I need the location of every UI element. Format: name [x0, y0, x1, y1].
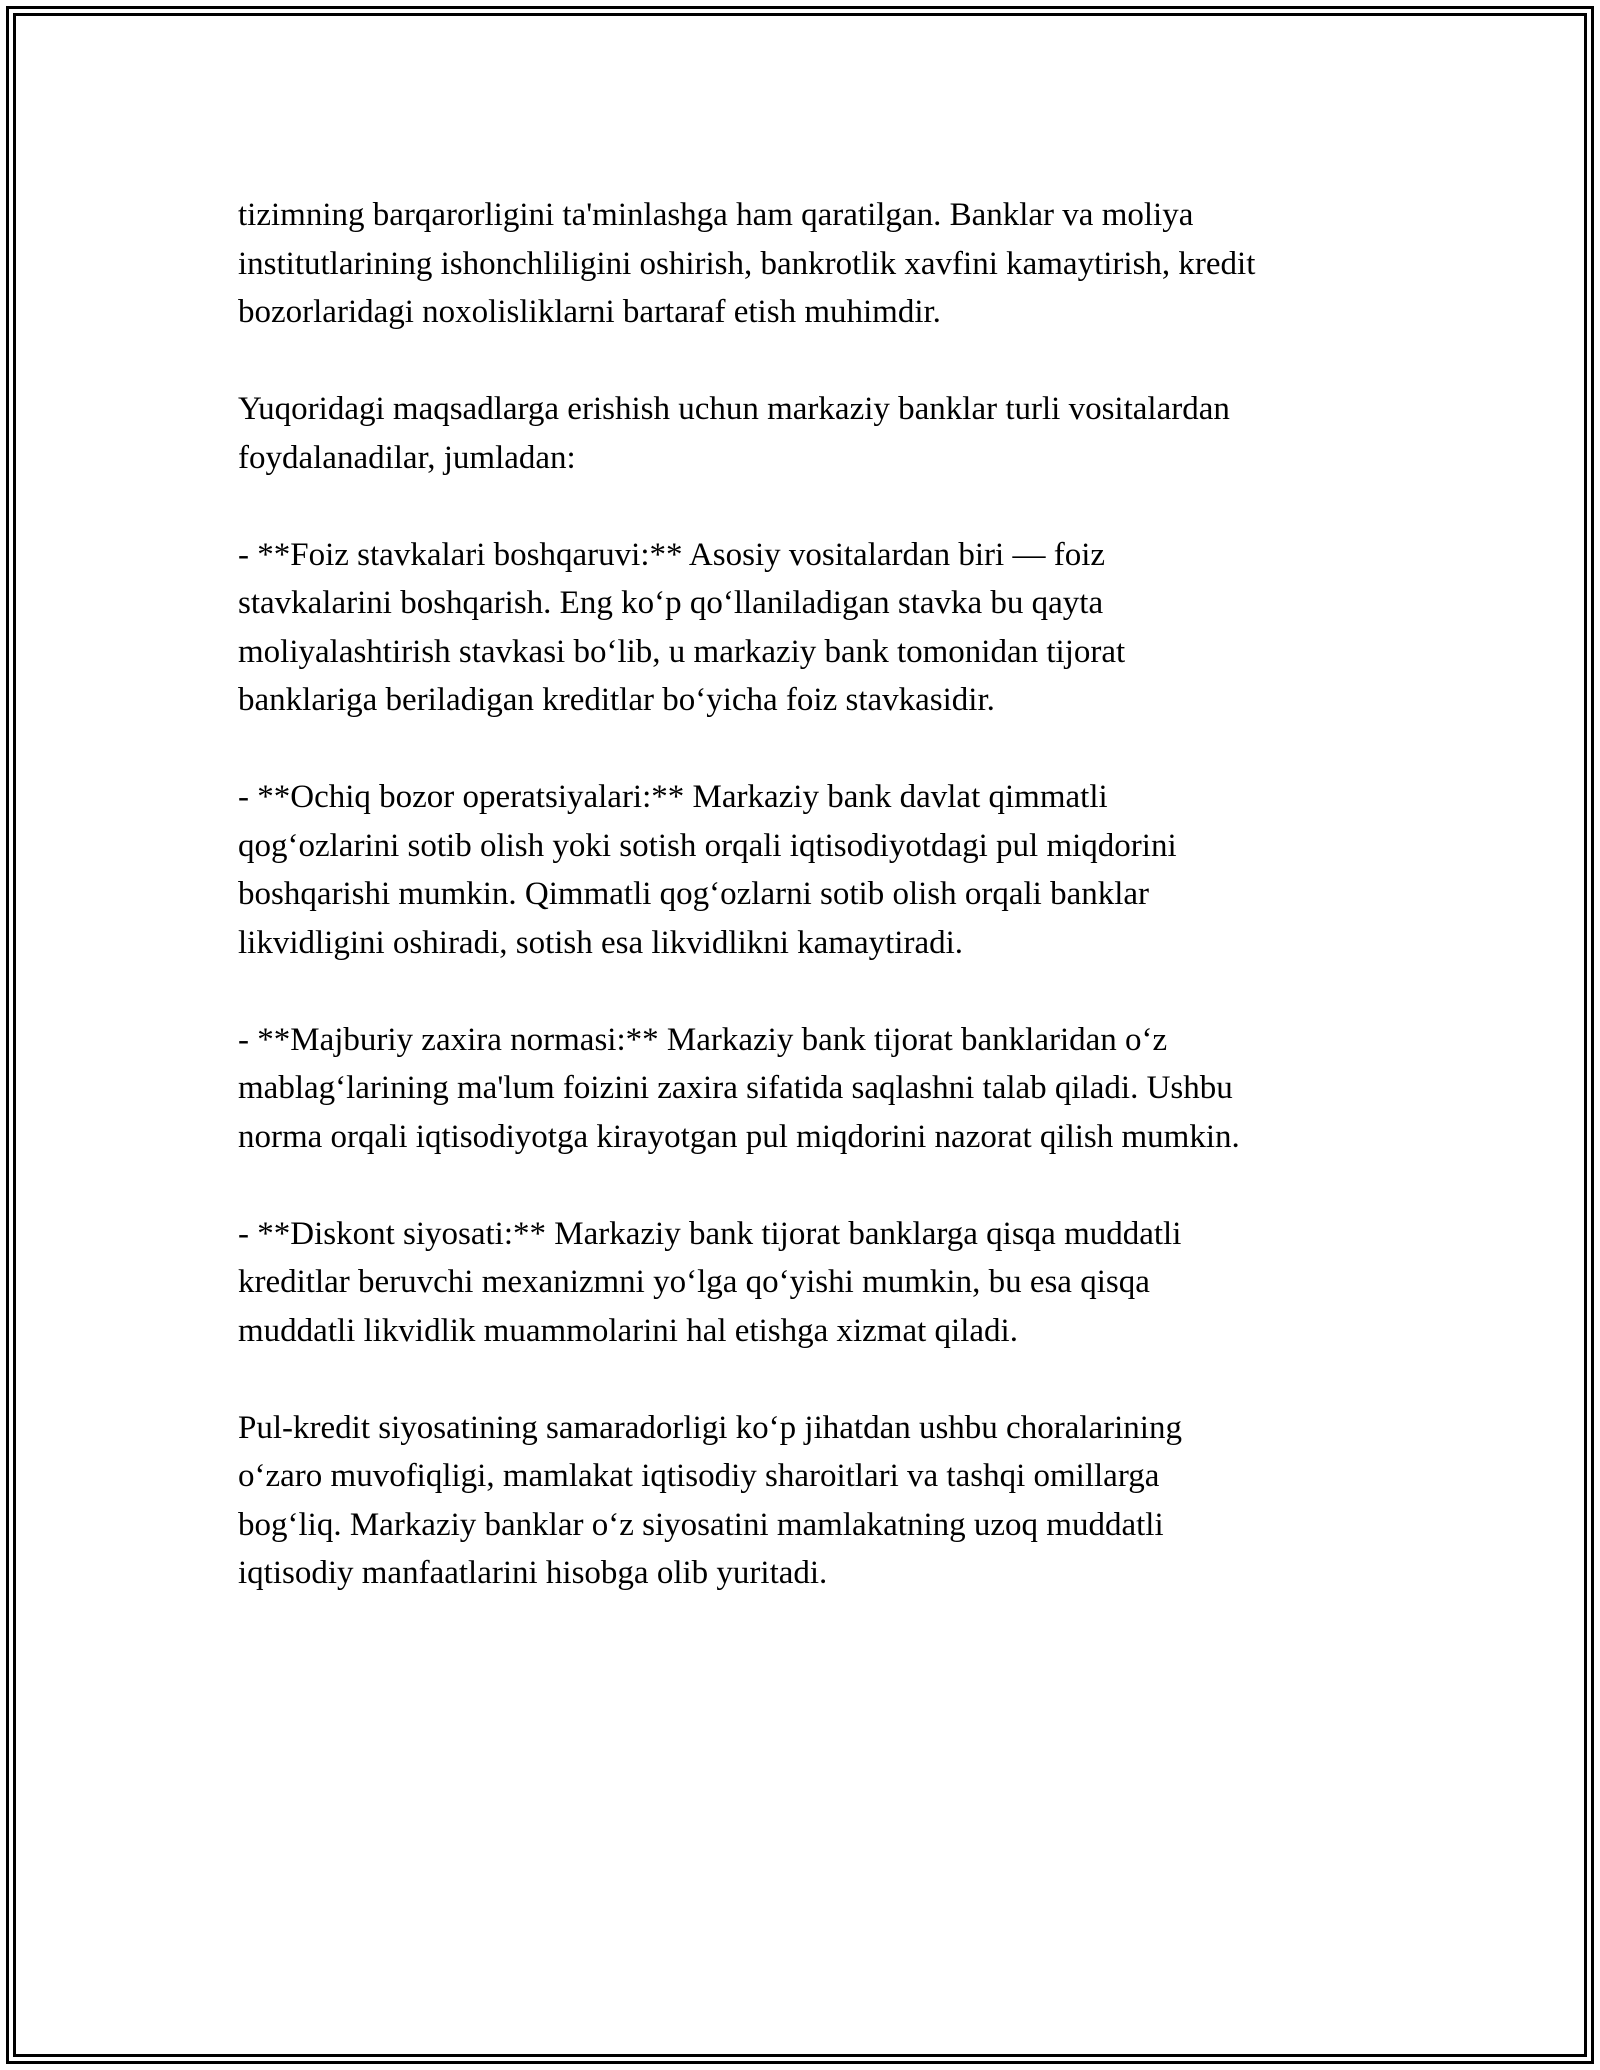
list-item-discount-policy	[238, 1210, 1398, 1356]
document-body	[238, 191, 1398, 1646]
text-line: bozorlaridagi noxolisliklarni bartaraf etish muhimdir.	[238, 294, 941, 330]
list-item-reserve-requirement	[238, 1016, 1398, 1162]
page-frame	[6, 6, 1594, 2064]
text-line: Yuqoridagi maqsadlarga erishish uchun markaziy banklar turli vositalardan	[238, 391, 1230, 427]
text-line: foydalanadilar, jumladan:	[238, 439, 576, 476]
text-line: banklariga beriladigan kreditlar bo‘yicha foiz stavkasidir.	[238, 682, 995, 718]
text-line: boshqarishi mumkin. Qimmatli qog‘ozlarni sotib olish orqali banklar	[238, 876, 1150, 912]
text-line: o‘zaro muvofiqligi, mamlakat iqtisodiy sharoitlari va tashqi omillarga	[238, 1458, 1160, 1494]
text-line: stavkalarini boshqarish. Eng ko‘p qo‘llaniladigan stavka bu qayta	[238, 585, 1104, 621]
text-line: - **Diskont siyosati:** Markaziy bank tijorat banklarga qisqa muddatli	[238, 1215, 1182, 1252]
text-line: norma orqali iqtisodiyotga kirayotgan pul miqdorini nazorat qilish mumkin.	[238, 1118, 1240, 1155]
text-line: moliyalashtirish stavkasi bo‘lib, u markaziy bank tomonidan tijorat	[238, 633, 1126, 670]
list-item-open-market	[238, 773, 1398, 967]
list-item-interest-rates	[238, 531, 1398, 725]
text-line: bog‘liq. Markaziy banklar o‘z siyosatini mamlakatning uzoq muddatli	[238, 1506, 1164, 1543]
text-line: tizimning barqarorligini ta'minlashga ham qaratilgan. Banklar va moliya	[238, 197, 1194, 233]
text-line: muddatli likvidlik muammolarini hal etishga xizmat qiladi.	[238, 1312, 1018, 1349]
text-line: - **Foiz stavkalari boshqaruvi:** Asosiy vositalardan biri — foiz	[238, 536, 1106, 573]
text-line: mablag‘larining ma'lum foizini zaxira sifatida saqlashni talab qiladi. Ushbu	[238, 1070, 1233, 1106]
paragraph-intro-continuation	[238, 191, 1398, 337]
text-line: kreditlar beruvchi mexanizmni yo‘lga qo‘yishi mumkin, bu esa qisqa	[238, 1264, 1150, 1300]
text-line: - **Ochiq bozor operatsiyalari:** Markaziy bank davlat qimmatli	[238, 779, 1108, 815]
paragraph-conclusion	[238, 1404, 1398, 1598]
text-line: Pul-kredit siyosatining samaradorligi ko‘p jihatdan ushbu choralarining	[238, 1409, 1182, 1446]
text-line: likvidligini oshiradi, sotish esa likvidlikni kamaytiradi.	[238, 924, 964, 961]
paragraph-tools-intro	[238, 385, 1398, 482]
text-line: iqtisodiy manfaatlarini hisobga olib yuritadi.	[238, 1555, 828, 1591]
text-line: - **Majburiy zaxira normasi:** Markaziy bank tijorat banklaridan o‘z	[238, 1021, 1168, 1058]
text-line: institutlarining ishonchliligini oshirish, bankrotlik xavfini kamaytirish, kredit	[238, 245, 1256, 282]
text-line: qog‘ozlarini sotib olish yoki sotish orqali iqtisodiyotdagi pul miqdorini	[238, 827, 1177, 864]
